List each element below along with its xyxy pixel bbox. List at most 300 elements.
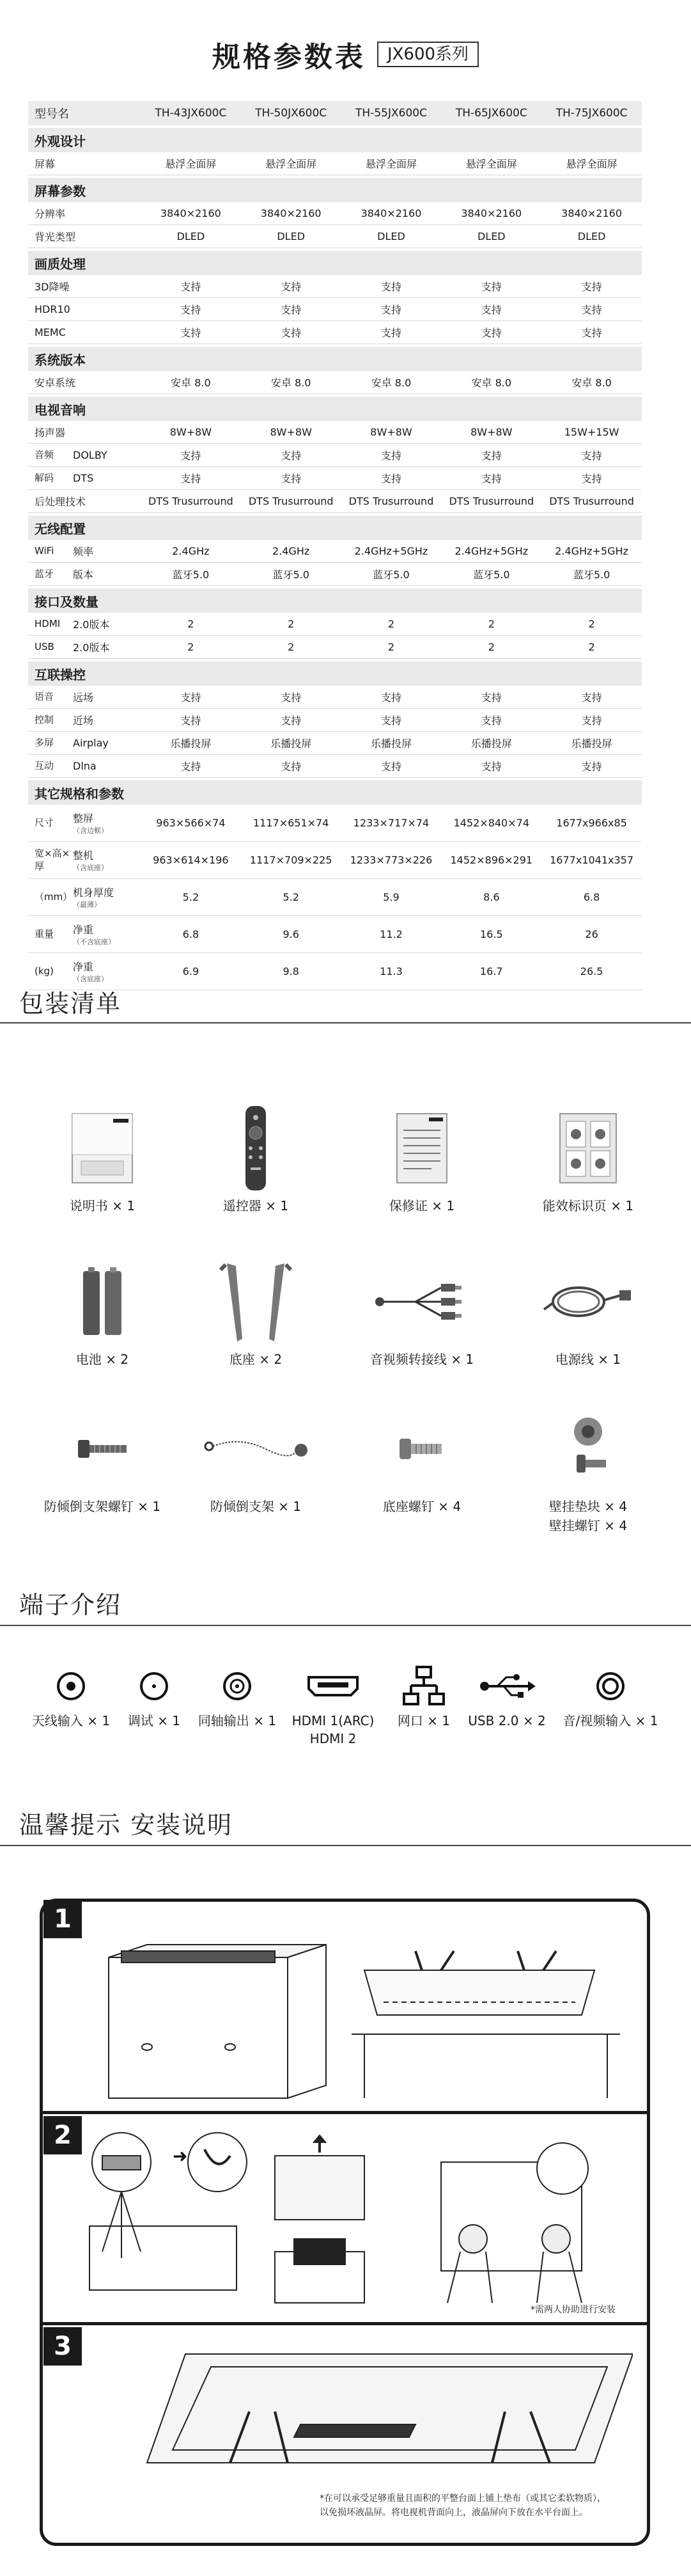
divider <box>0 1625 691 1626</box>
spec-cell: 6.9 <box>182 965 199 977</box>
spec-row-label <box>28 225 141 248</box>
step1-illustration <box>83 1932 633 2105</box>
spec-row-name-text: Airplay <box>73 737 109 749</box>
spec-row-name-text: 背光类型 <box>35 231 76 243</box>
usb-icon <box>459 1661 555 1712</box>
spec-row-label <box>28 467 141 489</box>
spec-cell: 支持 <box>180 761 201 773</box>
spec-row-group: （mm） <box>35 890 73 903</box>
spec-row-group: 音频 <box>35 448 54 461</box>
spec-cell: 支持 <box>380 450 401 462</box>
step-divider <box>40 2111 650 2114</box>
spec-cell: 1452×896×291 <box>450 854 533 866</box>
spec-row-name <box>35 206 141 221</box>
spec-header <box>0 32 691 77</box>
spec-section-title: 无线配置 <box>28 516 642 540</box>
energy-label-icon <box>524 1100 652 1196</box>
network-icon <box>376 1661 472 1712</box>
spec-row-name-text: 2.0版本 <box>73 642 110 654</box>
spec-cell: 支持 <box>281 761 302 773</box>
port-label-2: HDMI 2 <box>309 1731 357 1746</box>
spec-row <box>28 709 642 732</box>
spec-cell: DTS Trusurround <box>549 495 634 507</box>
spec-row-label <box>28 755 141 777</box>
manual-icon <box>38 1100 166 1196</box>
port-usb <box>459 1661 555 1730</box>
spec-row-label <box>28 686 141 708</box>
spec-row-name-text: DOLBY <box>73 449 107 461</box>
series-badge: JX600系列 <box>377 42 479 68</box>
packing-item-label: 保修证 × 1 <box>389 1198 455 1213</box>
spec-cell: 3840×2160 <box>561 207 622 219</box>
packing-item-av-cable <box>358 1254 486 1369</box>
spec-cell: DLED <box>377 230 405 242</box>
spec-cell: 支持 <box>180 281 201 293</box>
spec-cell: 乐播投屏 <box>170 738 212 750</box>
spec-cell: 963×614×196 <box>153 854 229 866</box>
spec-row-name <box>73 449 141 461</box>
ports-title: 端子介绍 <box>19 1591 122 1619</box>
spec-cell: 安卓 8.0 <box>270 377 311 389</box>
spec-cell: 2.4GHz <box>172 545 210 557</box>
spec-row-name <box>73 848 141 873</box>
spec-row-label <box>28 916 141 952</box>
spec-cell: 蓝牙5.0 <box>473 569 510 581</box>
spec-row-name <box>73 713 141 727</box>
packing-item-label: 防倾倒支架 × 1 <box>210 1499 302 1514</box>
spec-row <box>28 540 642 563</box>
spec-row-name <box>73 810 141 835</box>
port-label: HDMI 1(ARC) <box>291 1713 375 1728</box>
spec-row <box>28 202 642 225</box>
battery-icon <box>38 1254 166 1350</box>
spec-row-note: （最薄） <box>73 901 101 909</box>
packing-item-power-cord <box>524 1254 652 1369</box>
spec-row-name <box>35 279 141 294</box>
spec-cell: 2 <box>387 618 395 630</box>
spec-row-label <box>28 709 141 731</box>
table-note-2: 以免损坏液晶屏。将电视机背面向上，液晶屏向下放在水平台面上。 <box>320 2508 588 2518</box>
port-label: 音/视频输入 × 1 <box>563 1713 658 1728</box>
two-people-note: *需两人协助进行安装 <box>531 2305 616 2315</box>
packing-item-label: 壁挂垫块 × 4 <box>548 1499 628 1514</box>
model-name: TH-55JX600C <box>355 107 427 120</box>
spec-row-name <box>35 303 141 315</box>
step2-illustration <box>83 2124 633 2316</box>
spec-cell: 支持 <box>180 304 201 316</box>
spec-row-name-text: 2.0版本 <box>73 619 110 631</box>
spec-row <box>28 613 642 636</box>
spec-cell: 悬浮全面屏 <box>465 158 517 170</box>
spec-row-name-text: 版本 <box>73 569 94 581</box>
spec-cell: 支持 <box>481 715 502 727</box>
packing-item-battery <box>38 1254 166 1369</box>
spec-row-name <box>73 922 141 947</box>
packing-item-label: 遥控器 × 1 <box>222 1198 289 1213</box>
spec-cell: 支持 <box>281 691 302 704</box>
spec-row <box>28 916 642 953</box>
spec-cell: 8.6 <box>483 891 500 903</box>
spec-row-name-text: Dlna <box>73 760 97 772</box>
spec-row-group: HDMI <box>35 617 61 629</box>
packing-item-label: 音视频转接线 × 1 <box>369 1352 474 1367</box>
port-coaxial <box>189 1661 285 1730</box>
spec-cell: 2 <box>488 618 495 630</box>
install-title: 温馨提示 安装说明 <box>19 1811 233 1839</box>
spec-row <box>28 732 642 755</box>
packing-item-label: 说明书 × 1 <box>69 1198 136 1213</box>
step3-illustration <box>83 2335 633 2482</box>
spec-row-label <box>28 732 141 754</box>
spec-cell: 支持 <box>581 304 602 316</box>
spec-cell: DTS Trusurround <box>449 495 534 507</box>
power-cord-icon <box>524 1254 652 1350</box>
spec-row-name <box>73 760 141 772</box>
step-number: 2 <box>43 2116 82 2154</box>
spec-row-name-text: 屏幕 <box>35 158 56 170</box>
spec-row-name-text: 净重 <box>73 924 94 936</box>
spec-row-name <box>73 640 141 654</box>
spec-cell: 支持 <box>481 327 502 339</box>
spec-row <box>28 755 642 778</box>
spec-row-name <box>35 494 141 509</box>
packing-item-label-2: 壁挂螺钉 × 4 <box>548 1518 628 1533</box>
spec-cell: 乐播投屏 <box>470 738 512 750</box>
spec-cell: 8W+8W <box>470 426 513 438</box>
wall-mount-icon <box>524 1401 652 1497</box>
port-hdmi <box>285 1661 381 1748</box>
spec-row-name-text: 频率 <box>73 546 94 558</box>
svg-text:➜: ➜ <box>173 2145 188 2167</box>
spec-cell: 支持 <box>380 281 401 293</box>
spec-cell: 2 <box>187 641 194 653</box>
divider <box>0 1845 691 1846</box>
spec-cell: 5.9 <box>383 891 400 903</box>
spec-cell: 安卓 8.0 <box>171 377 211 389</box>
packing-title: 包装清单 <box>19 990 122 1018</box>
spec-cell: 3840×2160 <box>461 207 522 219</box>
spec-cell: 3840×2160 <box>361 207 422 219</box>
packing-item-manual <box>38 1100 166 1215</box>
spec-row <box>28 879 642 916</box>
spec-cell: 3840×2160 <box>260 207 322 219</box>
spec-row-label <box>28 298 141 320</box>
port-label: 天线输入 × 1 <box>31 1713 111 1728</box>
base-screw-icon <box>358 1401 486 1497</box>
spec-cell: 支持 <box>180 691 201 704</box>
packing-item-label: 能效标识页 × 1 <box>542 1198 634 1213</box>
step-number: 3 <box>43 2327 82 2366</box>
spec-row-note: （含底座） <box>73 864 108 872</box>
spec-cell: 11.3 <box>380 965 403 977</box>
spec-cell: 支持 <box>281 327 302 339</box>
spec-row-group: 尺寸 <box>35 816 54 828</box>
spec-section-title: 画质处理 <box>28 251 642 275</box>
spec-cell: 支持 <box>281 473 302 485</box>
packing-item-remote <box>192 1100 320 1215</box>
spec-cell: 8W+8W <box>169 426 212 438</box>
spec-cell: 支持 <box>581 691 602 704</box>
port-label: 网口 × 1 <box>397 1713 451 1728</box>
spec-cell: 乐播投屏 <box>270 738 312 750</box>
spec-row-note: （不含底座） <box>73 938 115 946</box>
spec-row-name-text: 分辨率 <box>35 208 66 220</box>
spec-row-label <box>28 371 141 393</box>
spec-row-name <box>73 690 141 704</box>
port-label: USB 2.0 × 2 <box>468 1713 546 1728</box>
spec-row-group: 蓝牙 <box>35 567 54 580</box>
spec-row <box>28 225 642 248</box>
spec-cell: 1452×840×74 <box>453 817 529 829</box>
spec-row-label <box>28 563 141 585</box>
spec-cell: 26.5 <box>580 965 603 977</box>
spec-row-group: 控制 <box>35 713 54 725</box>
spec-row-name <box>73 617 141 631</box>
spec-row-group: USB <box>35 640 54 652</box>
remote-icon <box>192 1100 320 1196</box>
spec-cell: 2 <box>288 618 295 630</box>
spec-row-group: 重量 <box>35 928 54 940</box>
spec-cell: 8W+8W <box>270 426 312 438</box>
spec-cell: 5.2 <box>182 891 199 903</box>
spec-cell: 支持 <box>481 473 502 485</box>
spec-row-name <box>73 959 141 984</box>
packing-item-label: 底座螺钉 × 4 <box>382 1499 462 1514</box>
step-number: 1 <box>43 1900 82 1938</box>
packing-item-anti-tip-screw <box>38 1401 166 1516</box>
spec-row <box>28 636 642 659</box>
packing-item-base-screw <box>358 1401 486 1516</box>
spec-cell: 963×566×74 <box>156 817 226 829</box>
spec-section-title: 外观设计 <box>28 128 642 152</box>
spec-cell: 支持 <box>281 304 302 316</box>
spec-cell: 2.4GHz <box>272 545 310 557</box>
spec-cell: 悬浮全面屏 <box>165 158 217 170</box>
spec-cell: 支持 <box>180 473 201 485</box>
spec-cell: DTS Trusurround <box>148 495 233 507</box>
spec-cell: 支持 <box>180 450 201 462</box>
spec-cell: 支持 <box>581 715 602 727</box>
divider <box>0 1022 691 1023</box>
spec-row-group: 互动 <box>35 759 54 771</box>
spec-row-name-text: 机身厚度 <box>73 887 114 899</box>
spec-cell: 15W+15W <box>564 426 619 438</box>
spec-row <box>28 371 642 394</box>
packing-item-label: 电池 × 2 <box>75 1352 129 1367</box>
spec-cell: DLED <box>277 230 306 242</box>
spec-row-label <box>28 202 141 225</box>
spec-title: 规格参数表 <box>212 41 366 74</box>
packing-item-label: 防倾倒支架螺钉 × 1 <box>43 1499 161 1514</box>
spec-cell: 悬浮全面屏 <box>566 158 617 170</box>
spec-cell: 6.8 <box>583 891 600 903</box>
spec-cell: 2 <box>588 641 595 653</box>
spec-cell: 2.4GHz+5GHz <box>454 545 529 557</box>
port-debug <box>106 1661 202 1730</box>
spec-row-name <box>73 544 141 558</box>
spec-row-name-text: 远场 <box>73 691 94 704</box>
model-name: TH-65JX600C <box>455 107 527 120</box>
spec-cell: 9.6 <box>283 928 299 940</box>
spec-row-name <box>35 156 141 171</box>
spec-cell: 支持 <box>481 304 502 316</box>
spec-row <box>28 275 642 298</box>
spec-row-name-text: 近场 <box>73 715 94 727</box>
spec-row-name <box>35 229 141 244</box>
spec-row <box>28 321 642 344</box>
spec-cell: 8W+8W <box>370 426 412 438</box>
spec-row-label <box>28 490 141 512</box>
spec-cell: 2.4GHz+5GHz <box>354 545 428 557</box>
packing-item-stand <box>192 1254 320 1369</box>
spec-row <box>28 421 642 444</box>
spec-cell: 乐播投屏 <box>571 738 612 750</box>
debug-icon <box>106 1661 202 1712</box>
spec-cell: 蓝牙5.0 <box>573 569 610 581</box>
av-cable-icon <box>358 1254 486 1350</box>
spec-cell: 16.7 <box>479 965 503 977</box>
spec-cell: DLED <box>477 230 506 242</box>
spec-cell: 2 <box>187 618 194 630</box>
spec-cell: DTS Trusurround <box>348 495 434 507</box>
spec-cell: DTS Trusurround <box>248 495 334 507</box>
spec-cell: 2.4GHz+5GHz <box>555 545 628 557</box>
spec-cell: 16.5 <box>479 928 503 940</box>
spec-cell: 乐播投屏 <box>370 738 412 750</box>
spec-cell: 3840×2160 <box>160 207 221 219</box>
spec-cell: 支持 <box>281 281 302 293</box>
spec-cell: 支持 <box>180 715 201 727</box>
spec-cell: 1677x1041x357 <box>550 854 634 866</box>
spec-cell: 支持 <box>481 761 502 773</box>
antenna-icon <box>23 1661 119 1712</box>
spec-cell: 2 <box>588 618 595 630</box>
spec-row-name-text: 扬声器 <box>35 427 66 439</box>
spec-row-name-text: MEMC <box>35 326 66 338</box>
anti-tip-strap-icon <box>192 1401 320 1497</box>
spec-row <box>28 490 642 513</box>
spec-row-label <box>28 613 141 635</box>
spec-row-name <box>73 737 141 749</box>
spec-cell: 支持 <box>581 761 602 773</box>
spec-section-title: 屏幕参数 <box>28 178 642 202</box>
spec-section-title: 电视音响 <box>28 397 642 421</box>
spec-row-label <box>28 636 141 658</box>
spec-row-group: 解码 <box>35 471 54 484</box>
spec-cell: 安卓 8.0 <box>571 377 612 389</box>
spec-row-group: WiFi <box>35 544 54 557</box>
spec-row-group: 语音 <box>35 690 54 702</box>
spec-row-name <box>73 567 141 581</box>
spec-row-name-text: 净重 <box>73 961 94 973</box>
spec-row-name-text: 整机 <box>73 849 94 862</box>
spec-cell: 5.2 <box>283 891 299 903</box>
spec-row-name <box>35 326 141 338</box>
spec-row-label <box>28 421 141 443</box>
packing-item-anti-tip-strap <box>192 1401 320 1516</box>
spec-row-label <box>28 842 141 878</box>
spec-cell: 蓝牙5.0 <box>373 569 410 581</box>
spec-cell: 支持 <box>481 450 502 462</box>
warranty-icon <box>358 1100 486 1196</box>
spec-row-label <box>28 540 141 562</box>
model-header-row <box>28 101 642 125</box>
spec-cell: 2 <box>488 641 495 653</box>
packing-item-warranty <box>358 1100 486 1215</box>
model-name: TH-75JX600C <box>555 107 628 120</box>
spec-row-name-text: 整屏 <box>73 812 94 825</box>
spec-section-title: 其它规格和参数 <box>28 780 642 805</box>
spec-cell: 支持 <box>581 450 602 462</box>
spec-cell: 支持 <box>380 761 401 773</box>
model-name: TH-43JX600C <box>155 107 227 120</box>
spec-cell: 安卓 8.0 <box>371 377 412 389</box>
packing-item-label: 底座 × 2 <box>229 1352 283 1367</box>
model-name: TH-50JX600C <box>255 107 327 120</box>
spec-row-name-text: 安卓系统 <box>35 377 76 389</box>
spec-row-group: 宽×高×厚 <box>35 848 70 872</box>
spec-cell: 支持 <box>380 691 401 704</box>
port-antenna <box>23 1661 119 1730</box>
spec-cell: 1677x966x85 <box>556 817 627 829</box>
port-label: 同轴输出 × 1 <box>198 1713 277 1728</box>
port-av-input <box>563 1661 658 1730</box>
spec-cell: 9.8 <box>283 965 299 977</box>
spec-row-group: (kg) <box>35 965 54 977</box>
spec-cell: 1233×717×74 <box>353 817 430 829</box>
spec-cell: 支持 <box>581 473 602 485</box>
spec-row-name-text: 后处理技术 <box>35 496 86 508</box>
stand-icon <box>192 1254 320 1350</box>
spec-row <box>28 444 642 467</box>
spec-row-label <box>28 321 141 344</box>
spec-cell: 支持 <box>281 715 302 727</box>
spec-row-name <box>35 425 141 439</box>
spec-cell: 2 <box>288 641 295 653</box>
spec-cell: 悬浮全面屏 <box>365 158 417 170</box>
packing-item-energy-label <box>524 1100 652 1215</box>
spec-row-name-text: HDR10 <box>35 303 70 315</box>
spec-row <box>28 805 642 842</box>
spec-row-label <box>28 152 141 175</box>
spec-row <box>28 842 642 879</box>
spec-row-name <box>35 375 141 390</box>
spec-cell: 支持 <box>581 281 602 293</box>
spec-cell: 支持 <box>481 281 502 293</box>
spec-cell: 26 <box>585 928 598 940</box>
av-input-icon <box>563 1661 658 1712</box>
spec-cell: 1117×709×225 <box>249 854 332 866</box>
hdmi-icon <box>285 1661 381 1712</box>
spec-row-label <box>28 879 141 915</box>
spec-cell: 支持 <box>380 327 401 339</box>
packing-item-label: 电源线 × 1 <box>555 1352 621 1367</box>
spec-row <box>28 467 642 490</box>
spec-cell: DLED <box>577 230 606 242</box>
spec-cell: 6.8 <box>182 928 199 940</box>
spec-row-note: （含底座） <box>73 975 108 983</box>
spec-section-title: 接口及数量 <box>28 589 642 613</box>
spec-cell: 支持 <box>180 327 201 339</box>
packing-item-wall-mount <box>524 1401 652 1535</box>
spec-cell: 1233×773×226 <box>350 854 433 866</box>
spec-row <box>28 298 642 321</box>
spec-section-title: 系统版本 <box>28 347 642 371</box>
spec-row-name-text: 3D降噪 <box>35 281 70 293</box>
anti-tip-screw-icon <box>38 1401 166 1497</box>
table-note-1: *在可以承受足够重量且面积的平整台面上铺上垫布（或其它柔软物质）， <box>320 2493 606 2504</box>
port-label: 调试 × 1 <box>127 1713 181 1728</box>
